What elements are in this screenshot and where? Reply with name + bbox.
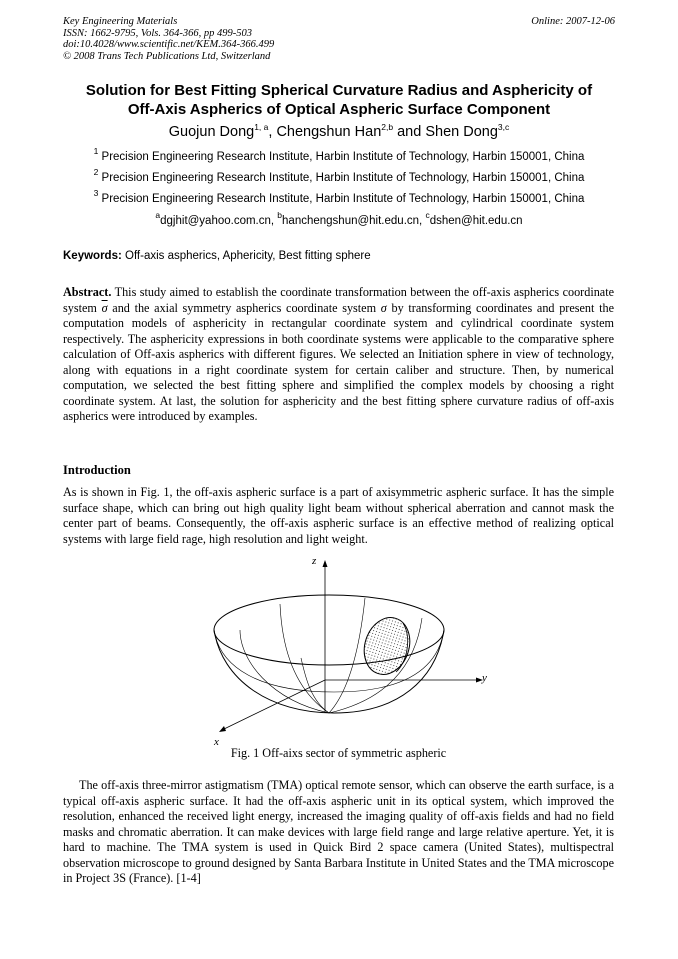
email-a[interactable]: dgjhit@yahoo.com.cn [160,215,271,227]
affiliation-2-num: 2 [93,167,99,177]
affiliation-1-text: Precision Engineering Research Institute, Harbin Institute of Technology, Harbin 150001, China [101,151,585,163]
email-b[interactable]: hanchengshun@hit.edu.cn [282,215,420,227]
affiliation-2 [40,167,638,185]
author-and: and [393,124,426,140]
x-axis [222,680,325,730]
author-2-affil: 2,b [381,122,394,132]
sigma-symbol: σ [380,300,387,315]
keywords [63,249,371,263]
affiliation-3-text: Precision Engineering Research Institute, Harbin Institute of Technology, Harbin 150001, China [101,193,585,205]
meridian-line [240,630,329,713]
figure-1-caption: Fig. 1 Off-aixs sector of symmetric aspheric [230,746,447,760]
paper-title [40,81,638,119]
z-axis-label: z [312,555,317,567]
sigma-bar-symbol: $\overline{\sigma}$ [101,300,108,315]
online-date: Online: 2007-12-06 [531,16,615,27]
affiliation-1 [40,146,638,164]
title-line-1: Solution for Best Fitting Spherical Curvature Radius and Asphericity of [85,82,593,99]
journal-issn: ISSN: 1662-9795, Vols. 364-366, pp 499-503 [63,27,252,39]
abstract [63,285,614,425]
journal-header [63,16,274,62]
author-3-affil: 3,c [497,122,510,132]
author-3: Shen Dong [425,124,498,140]
email-b-sup: b [277,210,283,220]
meridian-line [329,598,365,713]
email-c[interactable]: dshen@hit.edu.cn [429,215,523,227]
author-emails: $^a$dgjhit@yahoo.com.cn, $^b$hanchengshun@hit.edu.cn, $^c$dshen@hit.edu.cn [155,210,523,227]
author-1: Guojun Dong [168,124,255,140]
journal-name: Key Engineering Materials [63,16,178,27]
z-axis-arrow [323,560,328,567]
x-axis-arrow [219,726,226,732]
off-axis-sector [357,612,417,681]
title-line-2: Off-Axis Aspherics of Optical Aspheric Surface Component [127,101,551,118]
abstract-label: Abstract. [63,285,112,299]
author-list [40,123,638,141]
abstract-part-3: by transforming coordinates and present the computation models of asphericity in rectangular coordinate system and cylindrical coordinate system respectively. The asphericity expressions in both coordinate systems were applicable to the comparative sphere calculation of Off-axis aspherics with different figures. We selected an Initiation sphere in view of technology, along with equations in a right coordinate system for certain caliber and structure. Then, by numerical computation, we selected the best fitting sphere and simplified the complex models by choosing a right coordinate system. At last, the solution for asphericity and the best fitting sphere curvature radius of off-axis aspherics were introduced by examples. [63,300,614,423]
journal-copyright: © 2008 Trans Tech Publications Ltd, Switzerland [63,50,271,62]
y-axis-label: y [482,672,487,684]
email-c-sup: c [425,210,430,220]
meridian-line [280,604,329,713]
affiliation-3 [40,188,638,206]
journal-doi: doi:10.4028/www.scientific.net/KEM.364-366.499 [63,39,275,50]
keywords-text: Off-axis aspherics, Aphericity, Best fitting sphere [125,250,371,262]
author-2: Chengshun Han [276,124,382,140]
abstract-part-2: and the axial symmetry aspherics coordinate system [112,300,377,315]
introduction-heading: Introduction [63,463,131,477]
affiliation-1-num: 1 [93,146,99,156]
bowl-rim [214,595,444,665]
affiliation-3-num: 3 [93,188,99,198]
figure-1-diagram [200,550,500,748]
author-separator: , [268,124,277,140]
introduction-paragraph-2: The off-axis three-mirror astigmatism (TMA) optical remote sensor, which can observe the earth surface, is a typical off-axis aspheric surface. It had the off-axis aspheric unit in its optical system, which improved the resolution, enhanced the received light energy, increased the imaging quality of off-axis fields and had no field masks and chromatic aberration. It can make devices with large field range and large relative aperture. Yet, it is hard to machine. The TMA system is used in Quick Bird 2 space camera (United States), multispectral observation microscope to ground designed by Santa Barbara Institute in United States and the TMA microscope in Project 3S (France). [1-4] [63,778,614,885]
keywords-label: Keywords: [63,250,122,262]
x-axis-label: x [214,736,219,748]
abstract-part-1: This study aimed to establish the coordinate transformation between the off-axis aspherics coordinate system [63,285,615,315]
email-a-sup: a [155,210,161,220]
author-1-affil: 1, a [254,122,269,132]
introduction-paragraph-1: As is shown in Fig. 1, the off-axis aspheric surface is a part of axisymmetric aspheric surface. It has the simple surface shape, which can bring out high quality light beam without spherical aberration and cannot mask the center part of beams. Consequently, the off-axis aspheric surface is an effective method of realizing optical systems with large field rage, high resolution and light weight. [63,485,614,546]
affiliation-2-text: Precision Engineering Research Institute, Harbin Institute of Technology, Harbin 150001, China [101,172,585,184]
